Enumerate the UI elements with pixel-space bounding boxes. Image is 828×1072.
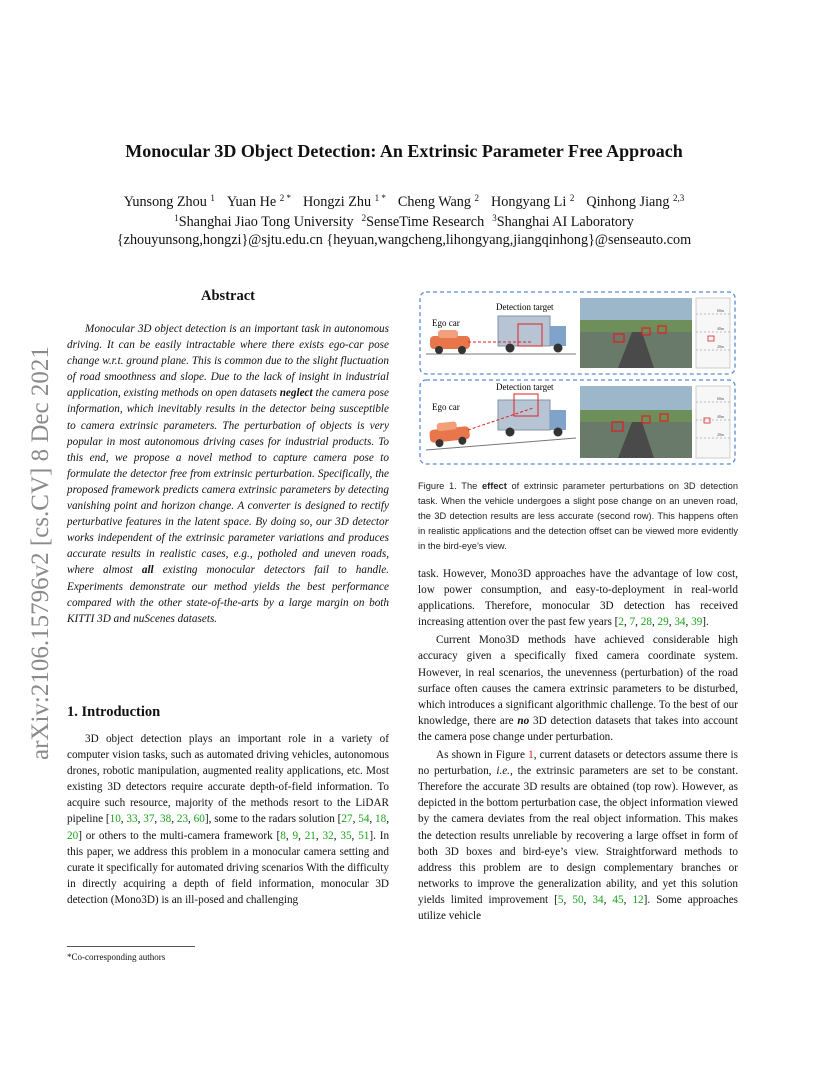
truck-icon xyxy=(498,400,566,437)
citation-link[interactable]: 35 xyxy=(340,829,352,842)
author-list xyxy=(0,193,808,211)
figure-label-detection-target-bottom: Detection target xyxy=(496,382,554,392)
citation-link[interactable]: 51 xyxy=(358,829,370,842)
citation-list: 10, 33, 37, 38, 23, 60 xyxy=(109,813,205,826)
citation-link[interactable]: 9 xyxy=(292,829,299,842)
citation-link[interactable]: 8 xyxy=(280,829,286,842)
figure-1-caption: Figure 1. The effect of extrinsic parameter perturbations on 3D detection task. When the vehicle undergoes a slight pose change on an uneven road, the 3D detection results are less accurate (second row). This happens often in realistic applications and the detection offset can be viewed more evidently in the bird-eye’s view. xyxy=(418,481,738,551)
citation-list: 5, 50, 34, 45, 12 xyxy=(557,893,644,906)
figure-label-ego-car-bottom: Ego car xyxy=(432,402,460,412)
citation-link[interactable]: 21 xyxy=(304,829,316,842)
affiliation: $^1$Shanghai Jiao Tong University xyxy=(174,213,354,230)
citation-link[interactable]: 7 xyxy=(629,616,636,629)
citation-link[interactable]: 5 xyxy=(557,893,564,906)
figure-label-detection-target-top: Detection target xyxy=(496,302,554,312)
bev-dist-label: 60m xyxy=(717,308,725,313)
citation-link[interactable]: 37 xyxy=(143,813,155,826)
author-name: Yuan He $^{2 *}$ xyxy=(226,193,291,210)
introduction-body: 3D object detection plays an important role in a variety of computer vision tasks, such as automated driving vehicles, autonomous drones, robotic manipulation, augmented reality applications, etc. Most existing 3D detectors require accurate depth-of-field information. To acquire such resource, majority of the methods resort to the LiDAR pipeline [10, 33, 37, 38, 23, 60], some to the radars solution [27, 54, 18, 20] or others to the multi-camera framework [8, 9, 21, 32, 35, 51]. In this paper, we address this problem in a monocular camera setting and curate it specifically for automated driving scenarios With the difficulty in directly acquiring a depth of field information, monocular 3D detection (Mono3D) is an ill-posed and challenging xyxy=(67,733,390,906)
citation-link[interactable]: 10 xyxy=(109,813,121,826)
truck-icon xyxy=(498,316,566,353)
citation-list: 2, 7, 28, 29, 34, 39 xyxy=(618,616,703,629)
citation-link[interactable]: 2 xyxy=(618,616,624,629)
citation-link[interactable]: 45 xyxy=(612,893,624,906)
affiliation: $^3$Shanghai AI Laboratory xyxy=(492,213,634,230)
bev-dist-label: 60m xyxy=(717,396,725,401)
figure-label-ego-car-top: Ego car xyxy=(432,318,460,328)
citation-link[interactable]: 12 xyxy=(632,893,644,906)
bev-dist-label: 40m xyxy=(717,326,725,331)
citation-link[interactable]: 23 xyxy=(176,813,189,826)
road-photo-top xyxy=(580,298,692,368)
citation-link[interactable]: 34 xyxy=(674,616,686,629)
citation-link[interactable]: 38 xyxy=(160,813,172,826)
citation-link[interactable]: 60 xyxy=(193,813,205,826)
author-name: Hongzi Zhu $^{1 *}$ xyxy=(302,193,386,210)
affiliation: $^2$SenseTime Research xyxy=(361,213,485,230)
citation-link[interactable]: 20 xyxy=(67,829,79,842)
birds-eye-view-top xyxy=(696,298,730,368)
footnote: *Co-corresponding authors xyxy=(67,952,166,962)
citation-link[interactable]: 33 xyxy=(126,813,138,826)
author-name: Yunsong Zhou $^1$ xyxy=(123,193,215,210)
bev-dist-label: 20m xyxy=(717,432,725,437)
paper-title: Monocular 3D Object Detection: An Extrinsic Parameter Free Approach xyxy=(125,141,683,161)
bev-dist-label: 40m xyxy=(717,414,725,419)
citation-link[interactable]: 50 xyxy=(572,893,584,906)
arxiv-stamp-text: arXiv:2106.15796v2 [cs.CV] 8 Dec 2021 xyxy=(27,346,54,760)
citation-link[interactable]: 27 xyxy=(341,813,353,826)
citation-link[interactable]: 29 xyxy=(657,616,669,629)
author-emails: {zhouyunsong,hongzi}@sjtu.edu.cn {heyuan,wangcheng,lihongyang,jiangqinhong}@senseauto.com xyxy=(116,232,692,248)
abstract-body: Monocular 3D object detection is an important task in autonomous driving. It can be easily intractable where there exists ego-car pose change w.r.t. ground plane. This is common due to the slight fluctuation of road smoothness and slope. Due to the lack of insight in industrial application, existing methods on open datasets neglect the camera pose information, which inevitably results in the detector being susceptible to camera extrinsic parameters. The perturbation of objects is very popular in most autonomous driving cases for industrial products. To this end, we propose a novel method to capture camera pose to formulate the detector free from extrinsic perturbation. Specifically, the proposed framework predicts camera extrinsic parameters by detecting vanishing point and horizon change. A converter is designed to rectify perturbative features in the latent space. By doing so, our 3D detector works independent of the extrinsic parameter variations and produces accurate results in realistic cases, e.g., potholed and uneven roads, where almost all existing monocular detectors fail to handle. Experiments demonstrate our method yields the best performance compared with the other state-of-the-arts by a large margin on both KITTI 3D and nuScenes datasets. xyxy=(67,323,390,625)
author-name: Hongyang Li $^2$ xyxy=(491,193,575,210)
citation-link[interactable]: 39 xyxy=(691,616,703,629)
birds-eye-view-bottom xyxy=(696,386,730,458)
citation-list: 27, 54, 18, 20 xyxy=(67,813,390,842)
ego-car-icon xyxy=(428,420,470,448)
citation-list: 8, 9, 21, 32, 35, 51 xyxy=(280,829,370,842)
affiliation-list xyxy=(0,213,808,231)
author-name: Qinhong Jiang $^{2,3}$ xyxy=(586,193,685,210)
citation-link[interactable]: 54 xyxy=(358,813,370,826)
road-photo-bottom xyxy=(580,386,692,458)
abstract-emphasis-all: all xyxy=(141,564,154,577)
right-column-body: task. However, Mono3D approaches have the advantage of low cost, low power consumption, and easy-to-deployment in real-world applications. Therefore, monocular 3D detection has received increasing attention over the past few years [2, 7, 28, 29, 34, 39]. Current Mono3D methods have achieved considerable high accuracy given a specifically fixed camera coordinate system. However, in real scenarios, the unevenness (perturbation) of the road surface often causes the camera extrinsic parameters to be disturbed, which introduces a significant algorithmic challenge. To the best of our knowledge, there are no 3D detection datasets that takes into account the camera pose change under perturbation. As shown in Figure 1, current datasets or detectors assume there is no perturbation, i.e., the extrinsic parameters are set to be constant. Therefore the accurate 3D results are obtained (top row). However, as depicted in the bottom perturbation case, the object information viewed by the camera deviates from the real object information. This makes the detection results unreliable by recovering a large offset in form of both 3D boxes and bird-eye’s view. Straightforward methods to address this problem are to design complementary branches or networks to improve the generalization ability, and yet this solution yields limited improvement [5, 50, 34, 45, 12]. Some approaches utilize vehicle xyxy=(418,568,739,922)
section-heading-introduction: 1. Introduction xyxy=(67,704,161,720)
abstract-heading: Abstract xyxy=(201,288,255,304)
citation-link[interactable]: 34 xyxy=(592,893,604,906)
figure-link[interactable]: 1 xyxy=(528,749,534,762)
citation-link[interactable]: 32 xyxy=(322,829,334,842)
arxiv-stamp xyxy=(4,290,64,760)
abstract-emphasis-neglect: neglect xyxy=(279,387,313,400)
citation-link[interactable]: 18 xyxy=(375,813,387,826)
figure-1 xyxy=(418,290,738,468)
bev-dist-label: 20m xyxy=(717,344,725,349)
citation-link[interactable]: 28 xyxy=(640,616,652,629)
ego-car-icon xyxy=(430,330,470,354)
footnote-rule xyxy=(67,946,195,947)
author-name: Cheng Wang $^2$ xyxy=(397,193,480,210)
